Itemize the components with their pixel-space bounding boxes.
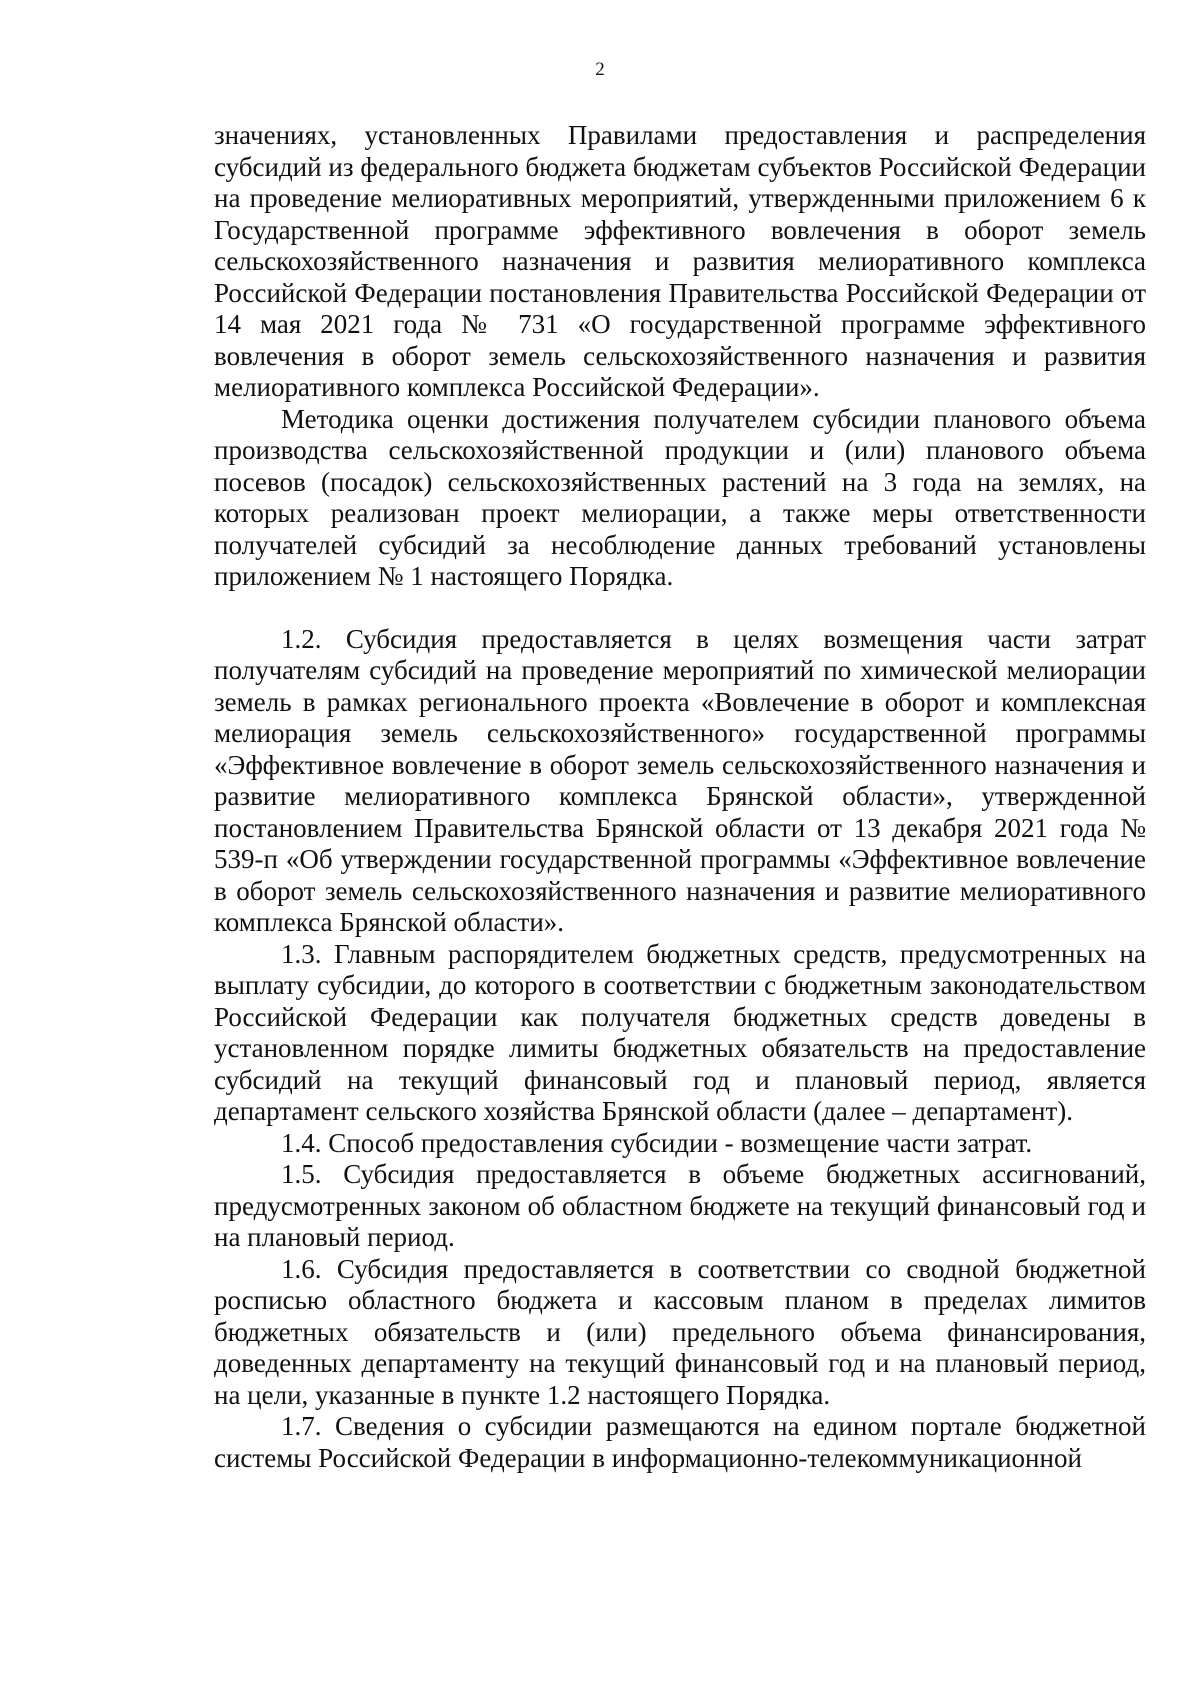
- document-body: [214, 120, 1146, 1474]
- paragraph-1-4: 1.4. Способ предоставления субсидии - возмещение части затрат.: [281, 1127, 1033, 1158]
- paragraph-methodology: Методика оценки достижения получателем субсидии планового объема производства сельскохозяйственной продукции и (или) планового объема посевов (посадок) сельскохозяйственных растений на 3 года на землях, на которых реализован проект мелиорации, а также меры ответственности получателей субсидий за несоблюдение данных требований установлены приложением № 1 настоящего Порядка.: [214, 403, 1146, 591]
- paragraph-1-7: 1.7. Сведения о субсидии размещаются на едином портале бюджетной системы Российской Федерации в информационно-телекоммуникационной: [214, 1411, 1146, 1473]
- paragraph-1-3: 1.3. Главным распорядителем бюджетных средств, предусмотренных на выплату субсидии, до которого в соответствии с бюджетным законодательством Российской Федерации как получателя бюджетных средств доведены в установленном порядке лимиты бюджетных обязательств на предоставление субсидий на текущий финансовый год и плановый период, является департамент сельского хозяйства Брянской области (далее – департамент).: [214, 938, 1146, 1126]
- paragraph-1-2: 1.2. Субсидия предоставляется в целях возмещения части затрат получателям субсидий на проведение мероприятий по химической мелиорации земель в рамках регионального проекта «Вовлечение в оборот и комплексная мелиорация земель сельскохозяйственного» государственной программы «Эффективное вовлечение в оборот земель сельскохозяйственного назначения и развитие мелиоративного комплекса Брянской области», утвержденной постановлением Правительства Брянской области от 13 декабря 2021 года № 539-п «Об утверждении государственной программы «Эффективное вовлечение в оборот земель сельскохозяйственного назначения и развитие мелиоративного комплекса Брянской области».: [214, 623, 1146, 937]
- page-number: 2: [595, 59, 605, 80]
- paragraph-continuation: значениях, установленных Правилами предоставления и распределения субсидий из федерального бюджета бюджетам субъектов Российской Федерации на проведение мелиоративных мероприятий, утвержденными приложением 6 к Государственной программе эффективного вовлечения в оборот земель сельскохозяйственного назначения и развития мелиоративного комплекса Российской Федерации постановления Правительства Российской Федерации от 14 мая 2021 года № 731 «О государственной программе эффективного вовлечения в оборот земель сельскохозяйственного назначения и развития мелиоративного комплекса Российской Федерации».: [214, 120, 1146, 402]
- paragraph-1-6: 1.6. Субсидия предоставляется в соответствии со сводной бюджетной росписью областного бюджета и кассовым планом в пределах лимитов бюджетных обязательств и (или) предельного объема финансирования, доведенных департаменту на текущий финансовый год и на плановый период, на цели, указанные в пункте 1.2 настоящего Порядка.: [214, 1253, 1146, 1410]
- paragraph-1-5: 1.5. Субсидия предоставляется в объеме бюджетных ассигнований, предусмотренных законом об областном бюджете на текущий финансовый год и на плановый период.: [214, 1159, 1146, 1252]
